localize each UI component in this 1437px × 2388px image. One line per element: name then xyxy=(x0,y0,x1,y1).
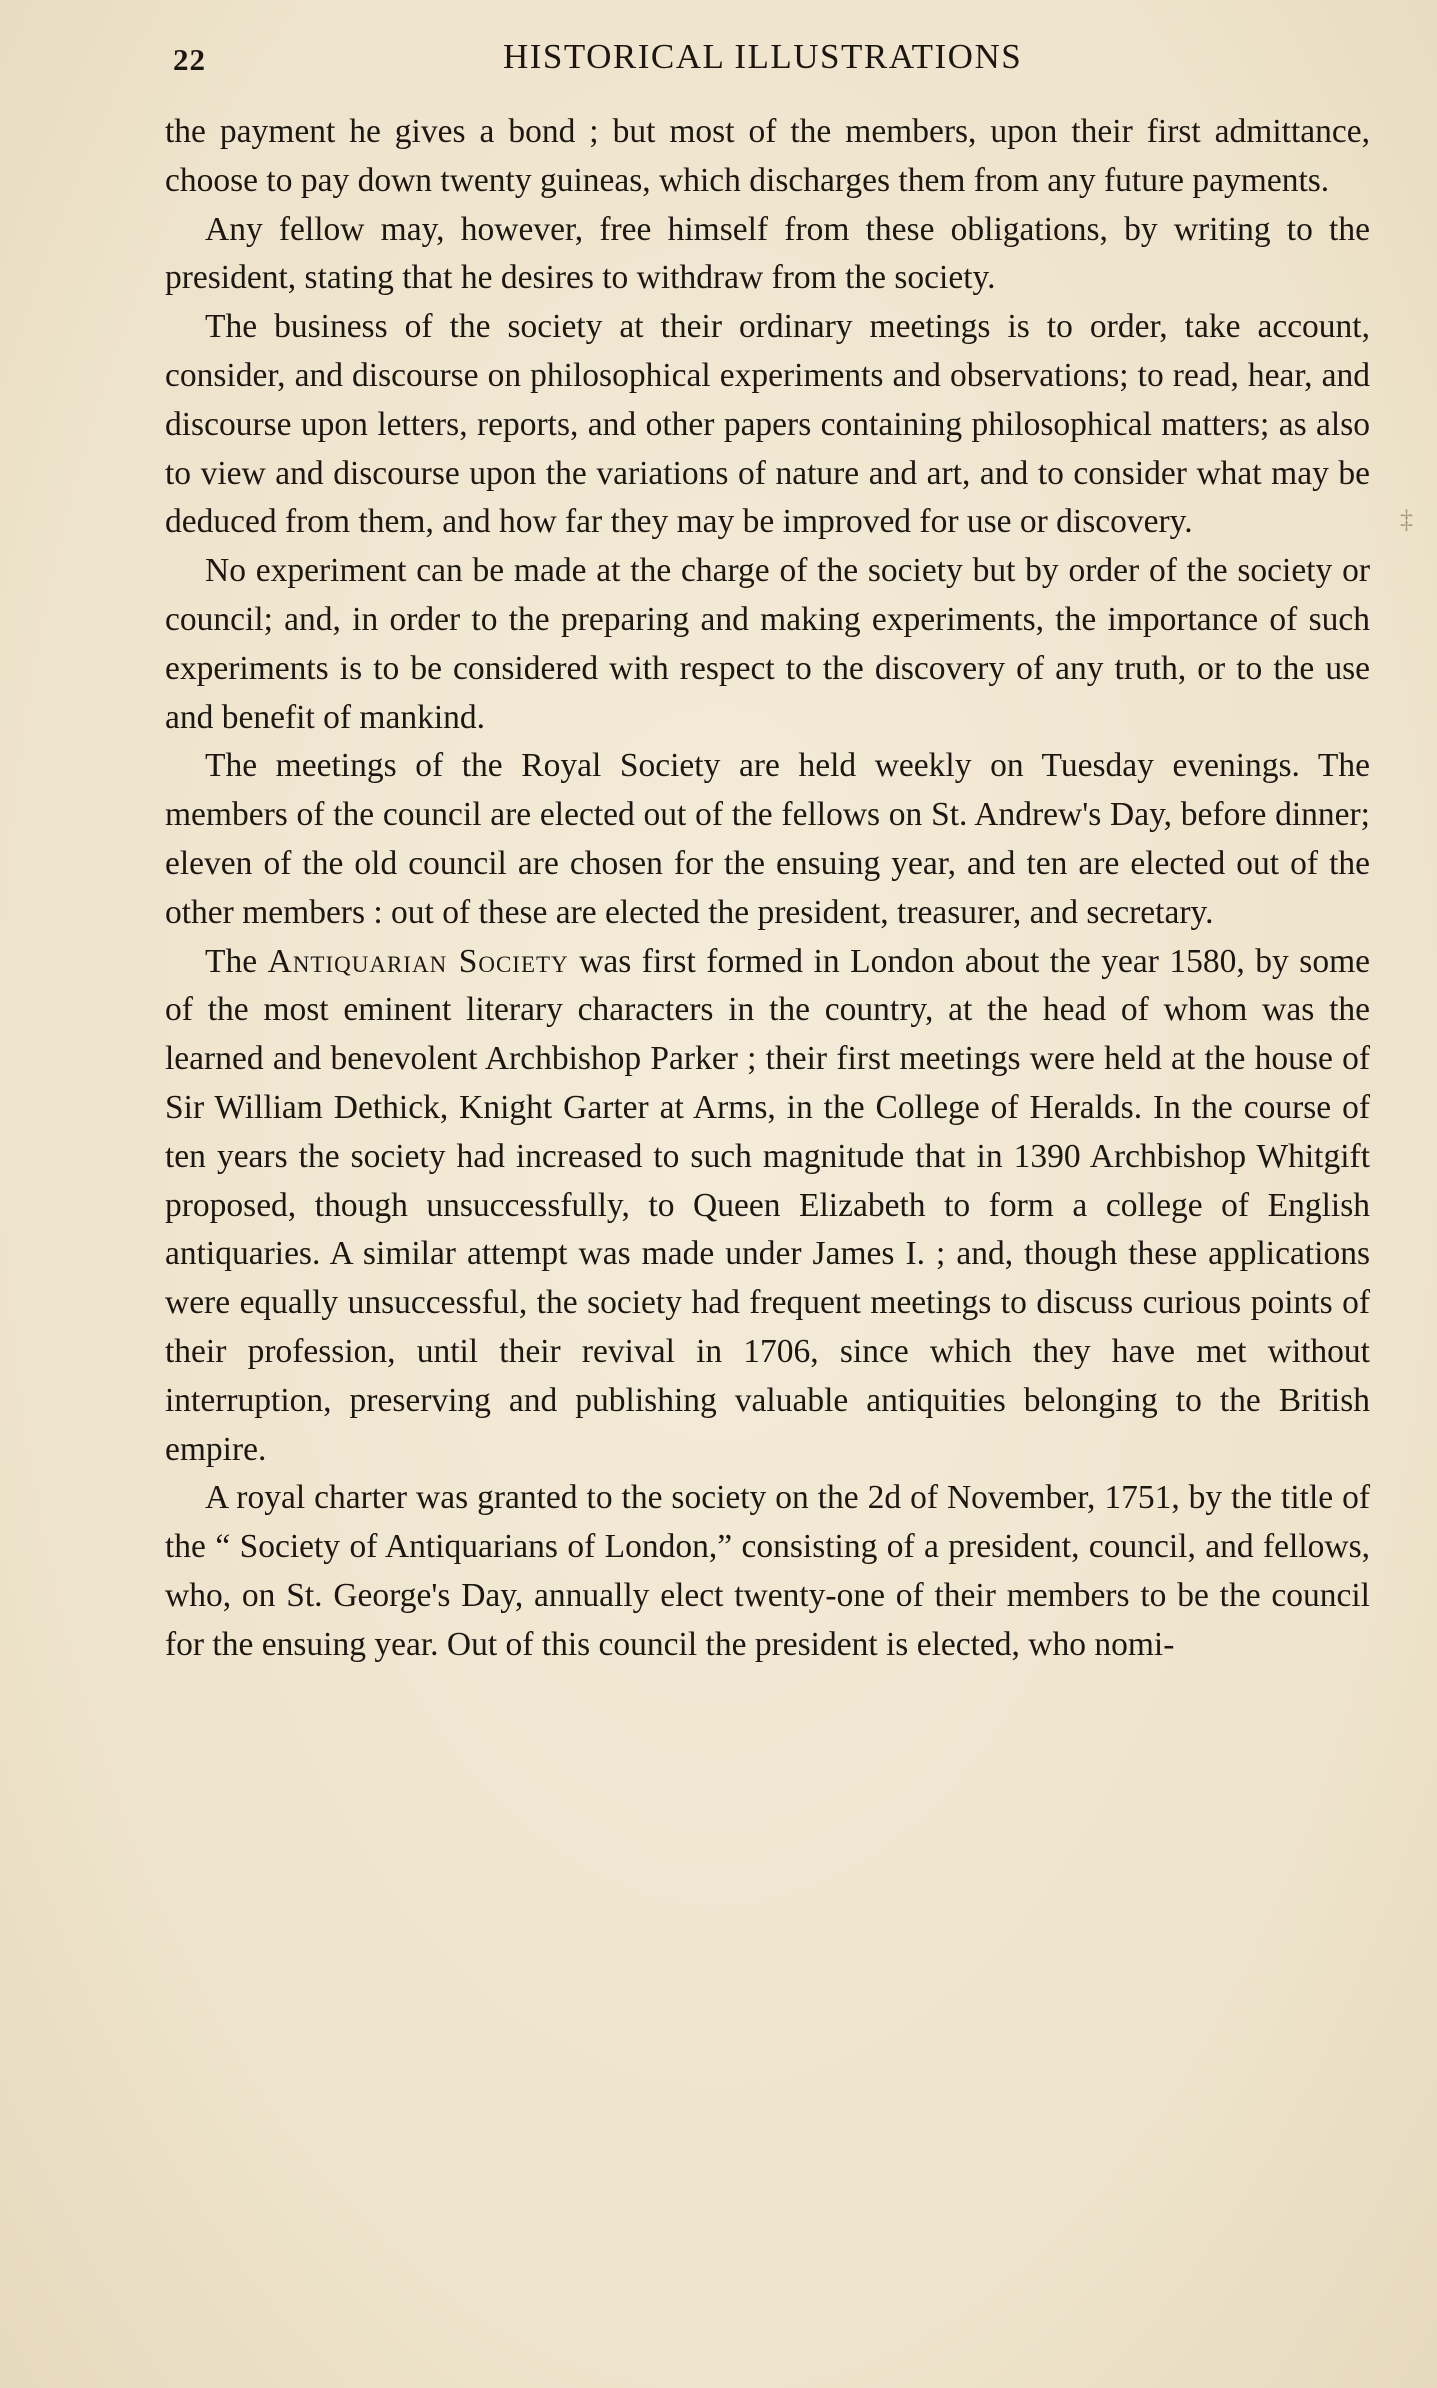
page-number: 22 xyxy=(173,42,206,77)
paragraph-royal-charter: A royal charter was granted to the society on the 2d of November, 1751, by the title of the “ Society of Antiquarians of London,” consisting of a president, council, and fellows, who, on St. George's Day, annually elect twenty-one of their members to be the council for the ensuing year. Out of this council the president is elected, who nomi- xyxy=(165,1479,1370,1663)
antiquarian-society-smallcaps: Antiquarian Society xyxy=(267,942,569,980)
paragraph-antiquarian-text: was first formed in London about the year 1580, by some of the most eminent literary characters in the country, at the head of whom was the learned and benevolent Archbishop Parker ; their first meetings were held at the house of Sir William Dethick, Knight Garter at Arms, in the College of Heralds. In the course of ten years the society had increased to such magnitude that in 1390 Archbishop Whitgift proposed, though unsuccessfully, to Queen Elizabeth to form a college of English antiquaries. A similar attempt was made under James I. ; and, though these applications were equally unsuccessful, the society had frequent meetings to discuss curious points of their profession, until their revival in 1706, since which they have met without interruption, preserving and publishing valuable antiquities belonging to the British empire. xyxy=(165,942,1371,1468)
margin-ink-mark: ‡ xyxy=(1400,505,1413,534)
paragraph-lead-word: The xyxy=(205,942,258,980)
paragraph-withdrawal: Any fellow may, however, free himself from these obligations, by writing to the president, stating that he desires to withdraw from the society. xyxy=(165,210,1370,297)
running-head xyxy=(165,34,1365,84)
paragraph-antiquarian-society xyxy=(165,938,1370,1475)
body-text xyxy=(165,108,1370,1670)
paragraph-business: The business of the society at their ordinary meetings is to order, take account, consider, and discourse on philosophical experiments and observations; to read, hear, and discourse upon letters, reports, and other papers containing philosophical matters; as also to view and discourse upon the variations of nature and art, and to consider what may be deduced from them, and how far they may be improved for use or discovery. xyxy=(165,308,1370,541)
paragraph-meetings: The meetings of the Royal Society are held weekly on Tuesday evenings. The members of the council are elected out of the fellows on St. Andrew's Day, before dinner; eleven of the old council are chosen for the ensuing year, and ten are elected out of the other members : out of these are elected the president, treasurer, and secretary. xyxy=(165,747,1370,931)
paragraph-bond-payment: the payment he gives a bond ; but most of the members, upon their first admittance, choose to pay down twenty guineas, which discharges them from any future payments. xyxy=(165,113,1370,199)
running-title: HISTORICAL ILLUSTRATIONS xyxy=(503,37,1023,76)
paragraph-experiments: No experiment can be made at the charge of the society but by order of the society or council; and, in order to the preparing and making experiments, the importance of such experiments is to be considered with respect to the discovery of any truth, or to the use and benefit of mankind. xyxy=(165,552,1370,736)
